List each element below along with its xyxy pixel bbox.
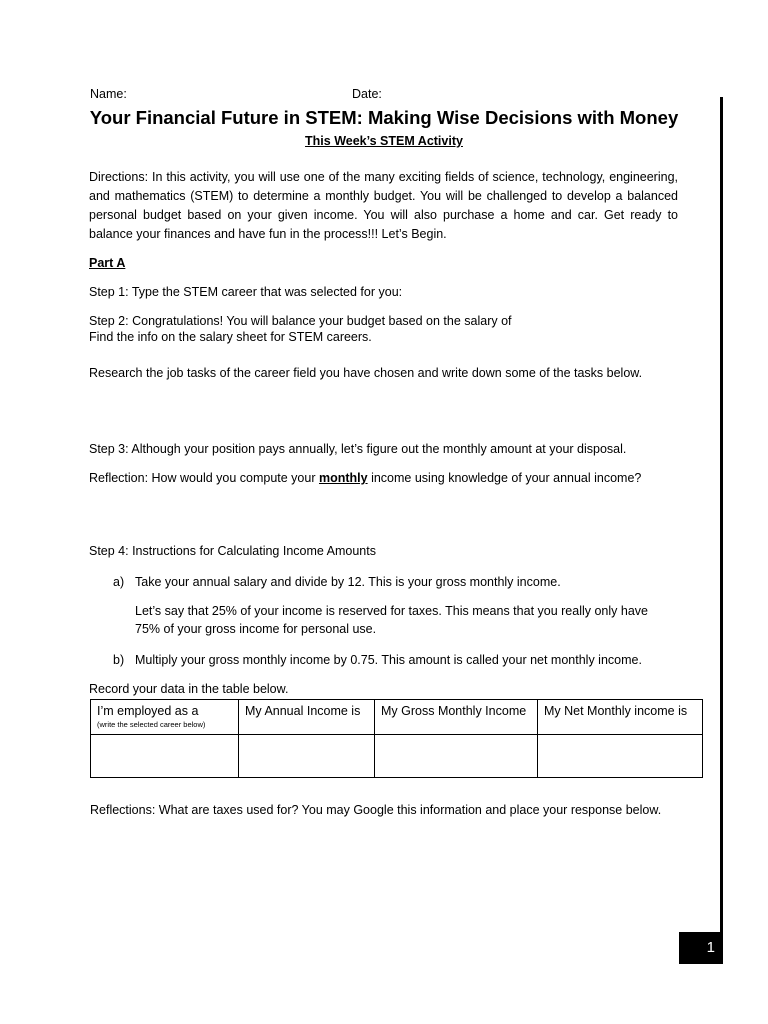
header-gross-monthly-income: My Gross Monthly Income [375,700,538,735]
directions-paragraph: Directions: In this activity, you will use one of the many exciting fields of science, technology, engineering, and mathematics (STEM) to determine a monthly budget. You will be challenged to develop a balanced personal budget based on your given income. You will also purchase a home and car. Get ready to balance your finances and have fun in the process!!! Let’s Begin. [89,170,678,241]
table-row [91,735,703,778]
page-border-rule [720,97,723,964]
reflection-text-before: Reflection: How would you compute your [89,471,319,485]
tax-note-line-1: Let’s say that 25% of your income is reserved for taxes. This means that you really only have [135,604,648,618]
step-2-line-2: Find the info on the salary sheet for STEM careers. [89,330,372,344]
tax-note-line-2: 75% of your gross income for personal use. [135,622,377,636]
reflection-emphasis-monthly: monthly [318,471,368,485]
step-4b-text: Multiply your gross monthly income by 0.75. This amount is called your net monthly income. [135,653,642,667]
reflection-text-after: income using knowledge of your annual income? [367,471,642,485]
name-label: Name: [90,87,127,101]
cell-net-monthly-income[interactable] [538,735,703,778]
header-employed-as-label: I’m employed as a [97,704,199,718]
list-marker-b: b) [113,653,125,667]
step-3-text: Step 3: Although your position pays annually, let’s figure out the monthly amount at your disposal. [89,442,627,456]
record-instruction: Record your data in the table below. [89,682,289,696]
step-2-line-1: Step 2: Congratulations! You will balance your budget based on the salary of [89,314,512,328]
activity-subtitle: This Week’s STEM Activity [305,134,463,148]
cell-career[interactable] [91,735,239,778]
header-career-note: (write the selected career below) [97,720,206,729]
page-number: 1 [679,932,723,964]
step-4-text: Step 4: Instructions for Calculating Income Amounts [89,544,376,558]
step-4a-text: Take your annual salary and divide by 12. This is your gross monthly income. [135,575,561,589]
cell-annual-income[interactable] [239,735,375,778]
research-prompt: Research the job tasks of the career field you have chosen and write down some of the tasks below. [89,366,643,380]
income-table [90,699,703,778]
reflections-taxes: Reflections: What are taxes used for? You may Google this information and place your response below. [90,803,662,817]
list-marker-a: a) [113,575,125,589]
header-net-monthly-income: My Net Monthly income is [538,700,703,735]
part-a-heading: Part A [89,256,126,270]
date-label: Date: [352,87,382,101]
header-employed-as [91,700,239,735]
reflection-monthly-income [89,470,641,487]
header-annual-income: My Annual Income is [239,700,375,735]
step-1-text: Step 1: Type the STEM career that was selected for you: [89,285,403,299]
cell-gross-monthly-income[interactable] [375,735,538,778]
document-title: Your Financial Future in STEM: Making Wise Decisions with Money [89,107,679,128]
table-header-row [91,700,703,735]
